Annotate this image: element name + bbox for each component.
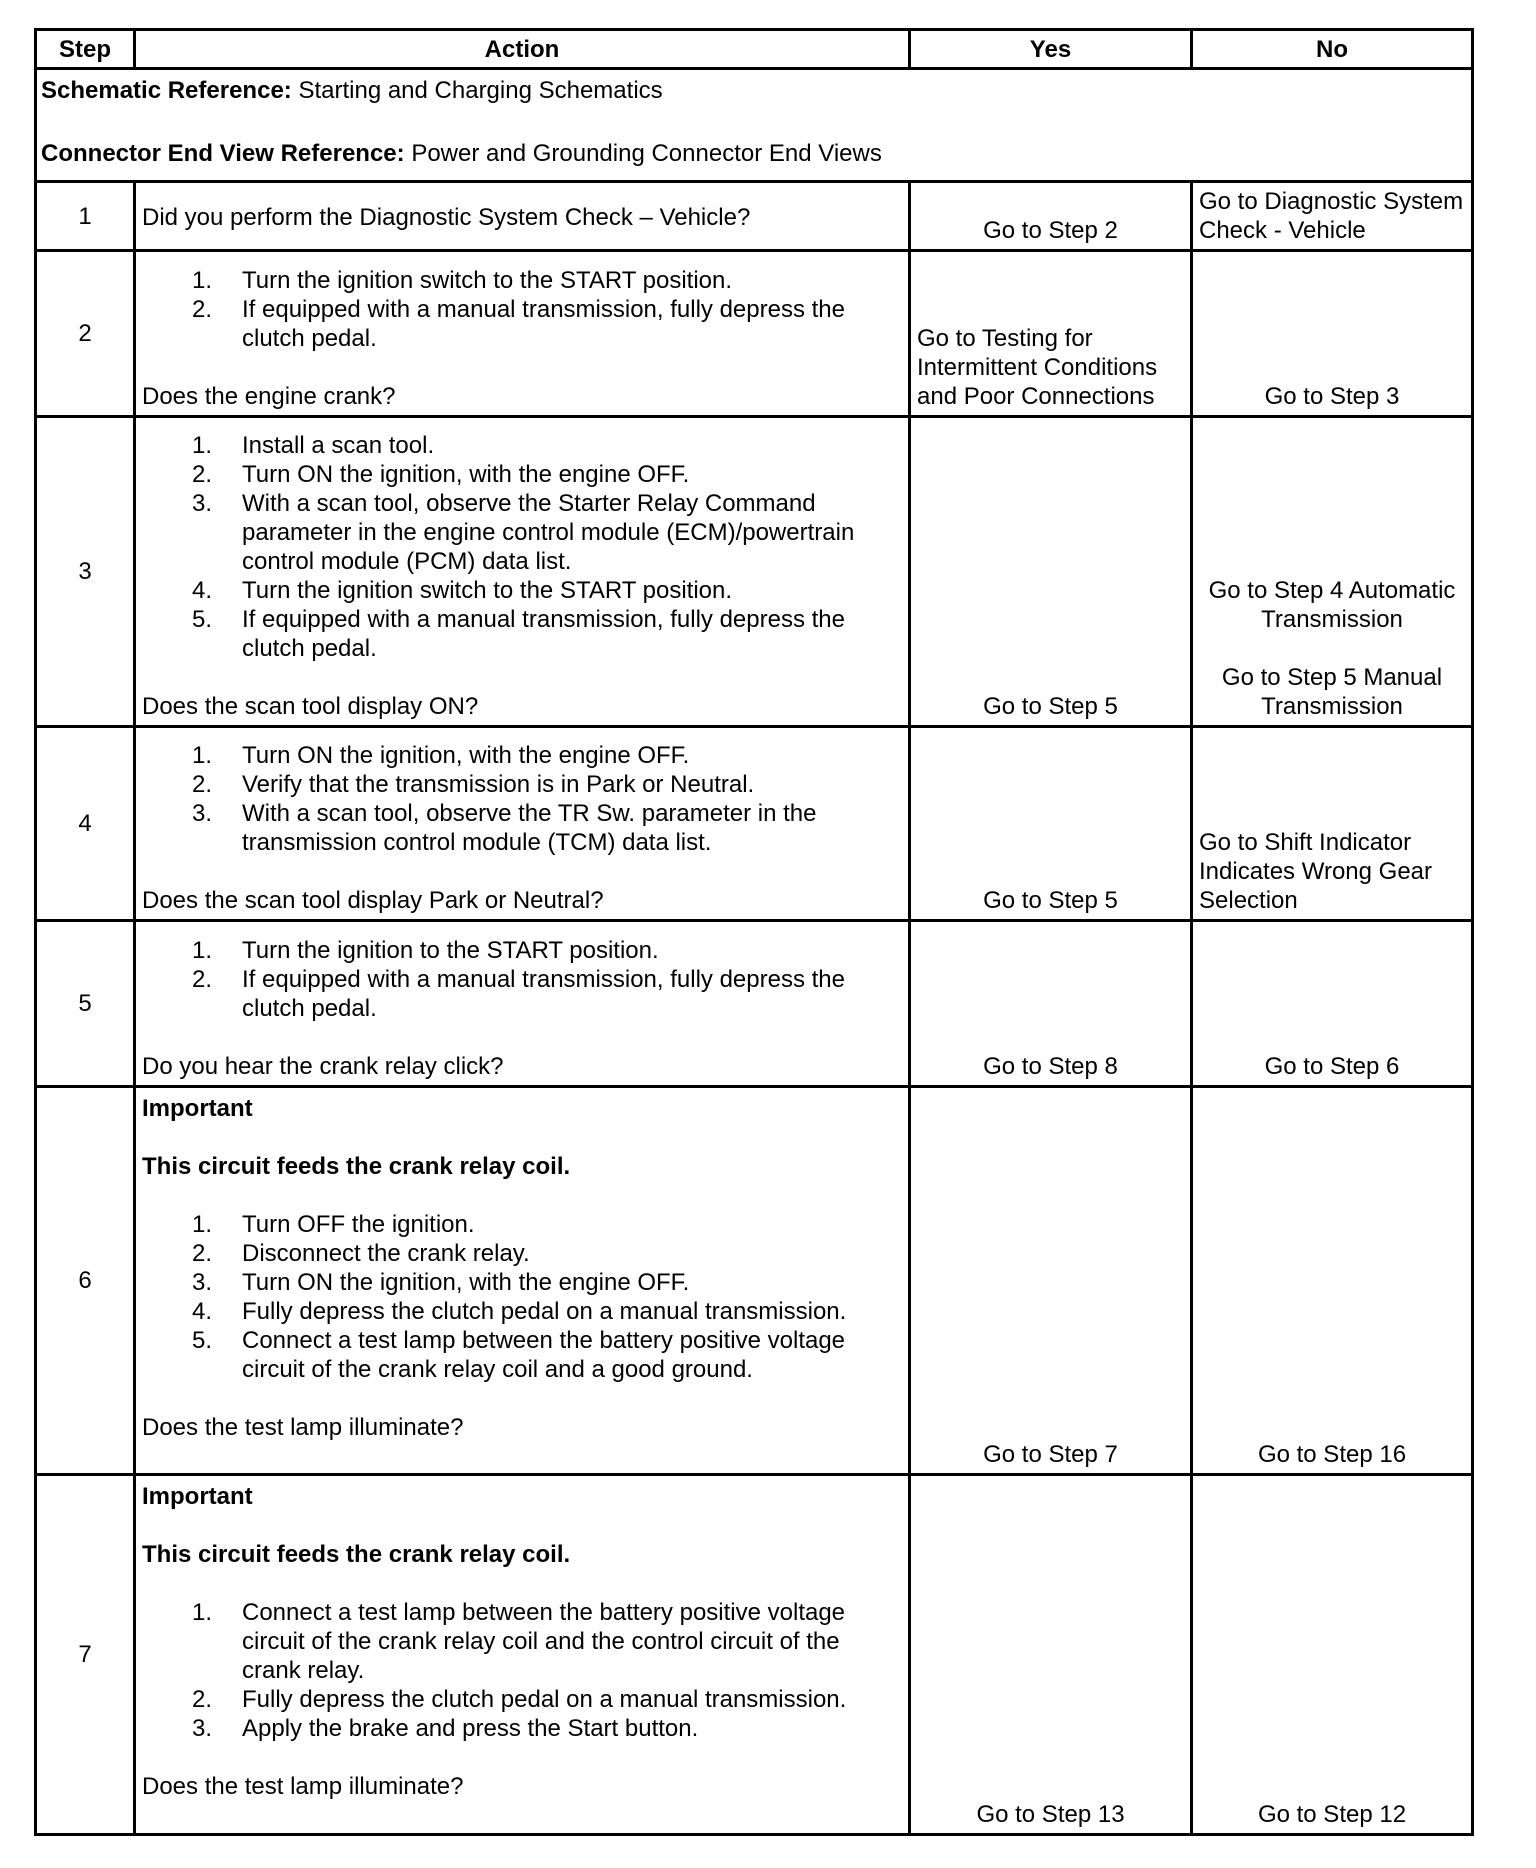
no-cell: Go to Diagnostic System Check - Vehicle [1192,182,1473,251]
connector-reference [41,139,1467,168]
list-item: 3. With a scan tool, observe the Starter Relay Command parameter in the engine control module (ECM)/powertrain control module (PCM) data list. [192,490,855,575]
action-steps-list [142,936,902,1023]
list-item: 5. If equipped with a manual transmission, fully depress the clutch pedal. [192,606,845,662]
list-item: 1. Turn ON the ignition, with the engine OFF. [192,742,690,769]
action-question: Does the test lamp illuminate? [142,1773,464,1800]
yes-cell: Go to Testing for Intermittent Conditions and Poor Connections [910,251,1192,417]
header-yes: Yes [910,30,1192,69]
list-item: 1. Turn OFF the ignition. [192,1211,475,1238]
header-step: Step [36,30,135,69]
list-item: 2. Verify that the transmission is in Park or Neutral. [192,771,755,798]
list-item: 4. Turn the ignition switch to the START position. [192,577,733,604]
table-row [36,417,1473,727]
list-item: 2. If equipped with a manual transmission, fully depress the clutch pedal. [192,296,845,352]
step-number: 1 [36,182,135,251]
list-item: 2. Turn ON the ignition, with the engine OFF. [192,461,690,488]
header-no: No [1192,30,1473,69]
table-row [36,1475,1473,1835]
reference-cell [36,69,1473,182]
schematic-reference [41,76,1467,105]
action-question: Does the scan tool display Park or Neutral? [142,887,604,914]
no-cell [1192,417,1473,727]
no-cell: Go to Step 6 [1192,921,1473,1087]
no-manual: Go to Step 5 Manual Transmission [1221,664,1443,720]
action-cell [135,921,910,1087]
schematic-reference-value: Starting and Charging Schematics [291,77,663,104]
yes-cell: Go to Step 2 [910,182,1192,251]
connector-reference-value: Power and Grounding Connector End Views [404,140,882,167]
list-item: 2. Fully depress the clutch pedal on a manual transmission. [192,1686,847,1713]
header-action: Action [135,30,910,69]
action-cell [135,182,910,251]
connector-reference-label: Connector End View Reference: [41,140,405,167]
no-cell: Go to Step 16 [1192,1087,1473,1475]
yes-cell: Go to Step 7 [910,1087,1192,1475]
list-item: 3. Apply the brake and press the Start button. [192,1715,699,1742]
step-number: 3 [36,417,135,727]
list-item: 3. With a scan tool, observe the TR Sw. parameter in the transmission control module (TCM) data list. [192,800,817,856]
action-question: Did you perform the Diagnostic System Check – Vehicle? [142,203,751,231]
list-item: 1. Install a scan tool. [192,432,435,459]
action-steps-list [142,741,902,857]
important-heading: Important [142,1483,253,1510]
table-row [36,921,1473,1087]
action-question: Do you hear the crank relay click? [142,1053,504,1080]
list-item: 4. Fully depress the clutch pedal on a manual transmission. [192,1298,847,1325]
yes-cell: Go to Step 8 [910,921,1192,1087]
step-number: 6 [36,1087,135,1475]
step-number: 4 [36,727,135,921]
list-item: 3. Turn ON the ignition, with the engine OFF. [192,1269,690,1296]
reference-row [36,69,1473,182]
step-number: 7 [36,1475,135,1835]
schematic-reference-label: Schematic Reference: [41,77,292,104]
table-row [36,182,1473,251]
action-question: Does the scan tool display ON? [142,693,479,720]
yes-cell: Go to Step 5 [910,727,1192,921]
important-note: This circuit feeds the crank relay coil. [142,1153,571,1180]
no-cell: Go to Shift Indicator Indicates Wrong Gear Selection [1192,727,1473,921]
list-item: 1. Turn the ignition switch to the START position. [192,267,733,294]
list-item: 1. Connect a test lamp between the battery positive voltage circuit of the crank relay coil and the control circuit of the crank relay. [192,1599,846,1684]
action-steps-list [142,266,902,353]
table-row [36,251,1473,417]
action-question: Does the test lamp illuminate? [142,1414,464,1441]
header-row [36,30,1473,69]
no-cell: Go to Step 12 [1192,1475,1473,1835]
list-item: 2. If equipped with a manual transmission, fully depress the clutch pedal. [192,966,845,1022]
action-cell [135,727,910,921]
yes-cell: Go to Step 5 [910,417,1192,727]
action-steps-list [142,1598,902,1743]
table-row [36,727,1473,921]
action-steps-list [142,431,902,663]
action-cell [135,417,910,727]
action-steps-list [142,1210,902,1384]
table-row [36,1087,1473,1475]
step-number: 5 [36,921,135,1087]
important-heading: Important [142,1095,253,1122]
yes-cell: Go to Step 13 [910,1475,1192,1835]
action-cell [135,251,910,417]
action-cell [135,1087,910,1475]
list-item: 2. Disconnect the crank relay. [192,1240,530,1267]
list-item: 1. Turn the ignition to the START position. [192,937,659,964]
list-item: 5. Connect a test lamp between the battery positive voltage circuit of the crank relay coil and a good ground. [192,1327,846,1383]
action-question: Does the engine crank? [142,383,396,410]
action-cell [135,1475,910,1835]
no-automatic: Go to Step 4 Automatic Transmission [1208,577,1456,633]
step-number: 2 [36,251,135,417]
important-note: This circuit feeds the crank relay coil. [142,1541,571,1568]
diagnostic-table [34,28,1474,1836]
no-cell: Go to Step 3 [1192,251,1473,417]
